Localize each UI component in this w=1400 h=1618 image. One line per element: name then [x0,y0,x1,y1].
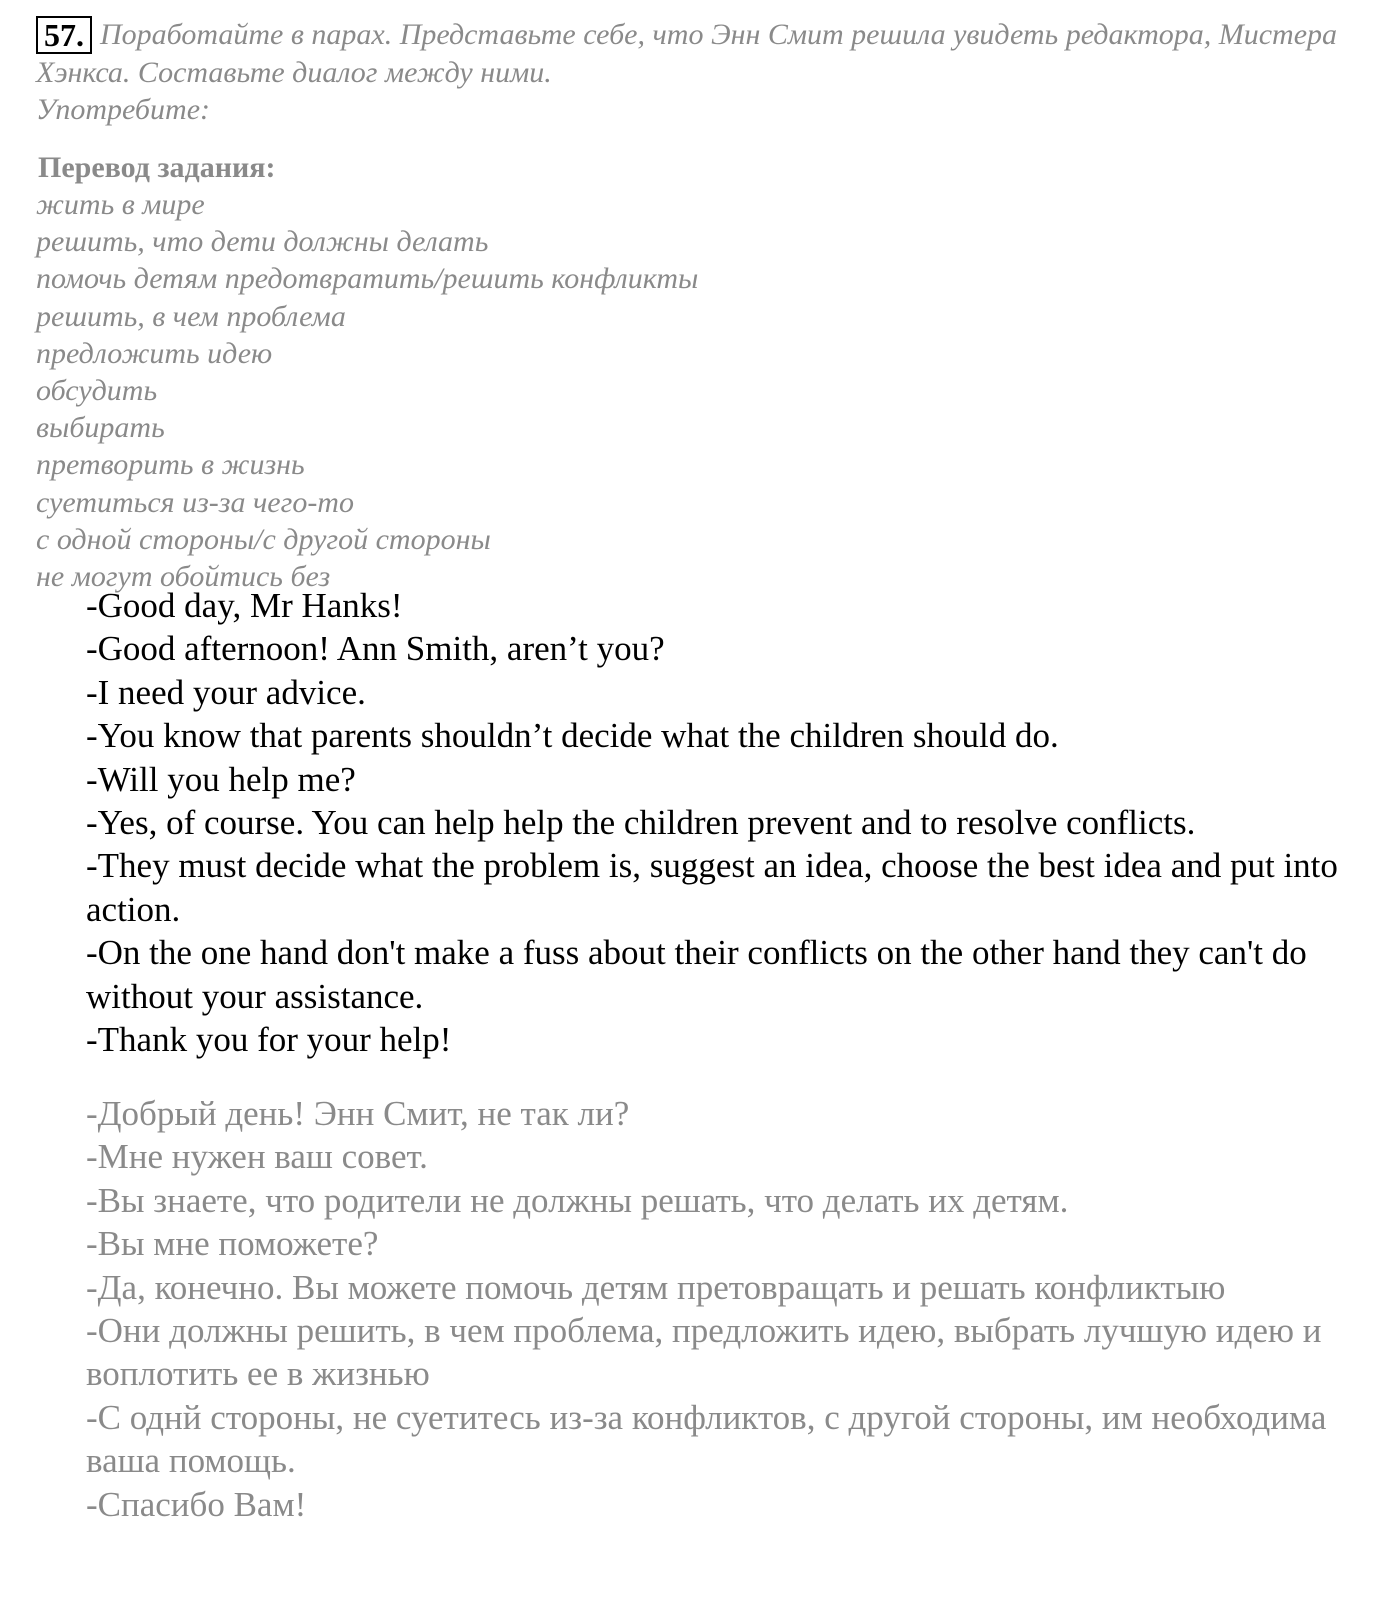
dialog-line-ru: -Вы мне поможете? [86,1224,379,1264]
translation-heading: Перевод задания: [38,151,276,184]
phrase-item: обсудить [36,374,158,408]
dialog-english [86,584,1366,1061]
phrase-item: предложить идею [36,336,273,370]
dialog-line: -Good day, Mr Hanks! [86,586,403,625]
dialog-line-ru: -Они должны решить, в чем проблема, предложить идею, выбрать лучшую идею и воплотить ее в жизнью [86,1311,1322,1394]
dialog-russian [86,1092,1366,1526]
dialog-line: -You know that parents shouldn’t decide what the children should do. [86,716,1059,756]
dialog-line-ru: -С однй стороны, не суетитесь из-за конфликтов, с другой стороны, им необходима ваша помощь. [86,1397,1327,1481]
task-use-label: Употребите: [36,93,210,126]
phrase-item: суетиться из-за чего-то [36,485,354,519]
phrase-item: решить, что дети должны делать [36,225,489,259]
phrase-item: жить в мире [36,188,205,221]
dialog-line-ru: -Добрый день! Энн Смит, не так ли? [86,1094,630,1133]
dialog-line-ru: -Вы знаете, что родители не должны решать, что делать их детям. [86,1180,1069,1220]
phrase-item: с одной стороны/с другой стороны [36,522,491,556]
dialog-line: -Good afternoon! Ann Smith, aren’t you? [86,629,665,669]
dialog-line: -On the one hand don't make a fuss about their conflicts on the other hand they can't do without your assistance. [86,933,1307,1016]
phrase-list [36,186,698,595]
phrase-item: решить, в чем проблема [36,299,346,333]
dialog-line: -Thank you for your help! [86,1020,452,1060]
dialog-line: -Will you help me? [86,759,356,799]
phrase-item: не могут обойтись без [36,560,331,594]
phrase-item: претворить в жизнь [36,448,305,482]
task-number: 57. [36,16,92,54]
dialog-line-ru: -Мне нужен ваш совет. [86,1137,428,1177]
dialog-line: -Yes, of course. You can help help the children prevent and to resolve conflicts. [86,803,1196,843]
task-instruction: Поработайте в парах. Представьте себе, что Энн Смит решила увидеть редактора, Мистера Хэнкса. Составьте диалог между ними. [36,18,1338,89]
dialog-line: -I need your advice. [86,672,366,712]
dialog-line-ru: -Спасибо Вам! [86,1484,307,1524]
dialog-line: -They must decide what the problem is, suggest an idea, choose the best idea and put into action. [86,846,1338,929]
task-header [36,16,1356,128]
phrase-item: выбирать [36,411,165,445]
phrase-item: помочь детям предотвратить/решить конфликты [36,262,699,296]
dialog-line-ru: -Да, конечно. Вы можете помочь детям претовращать и решать конфликтыю [86,1267,1226,1307]
